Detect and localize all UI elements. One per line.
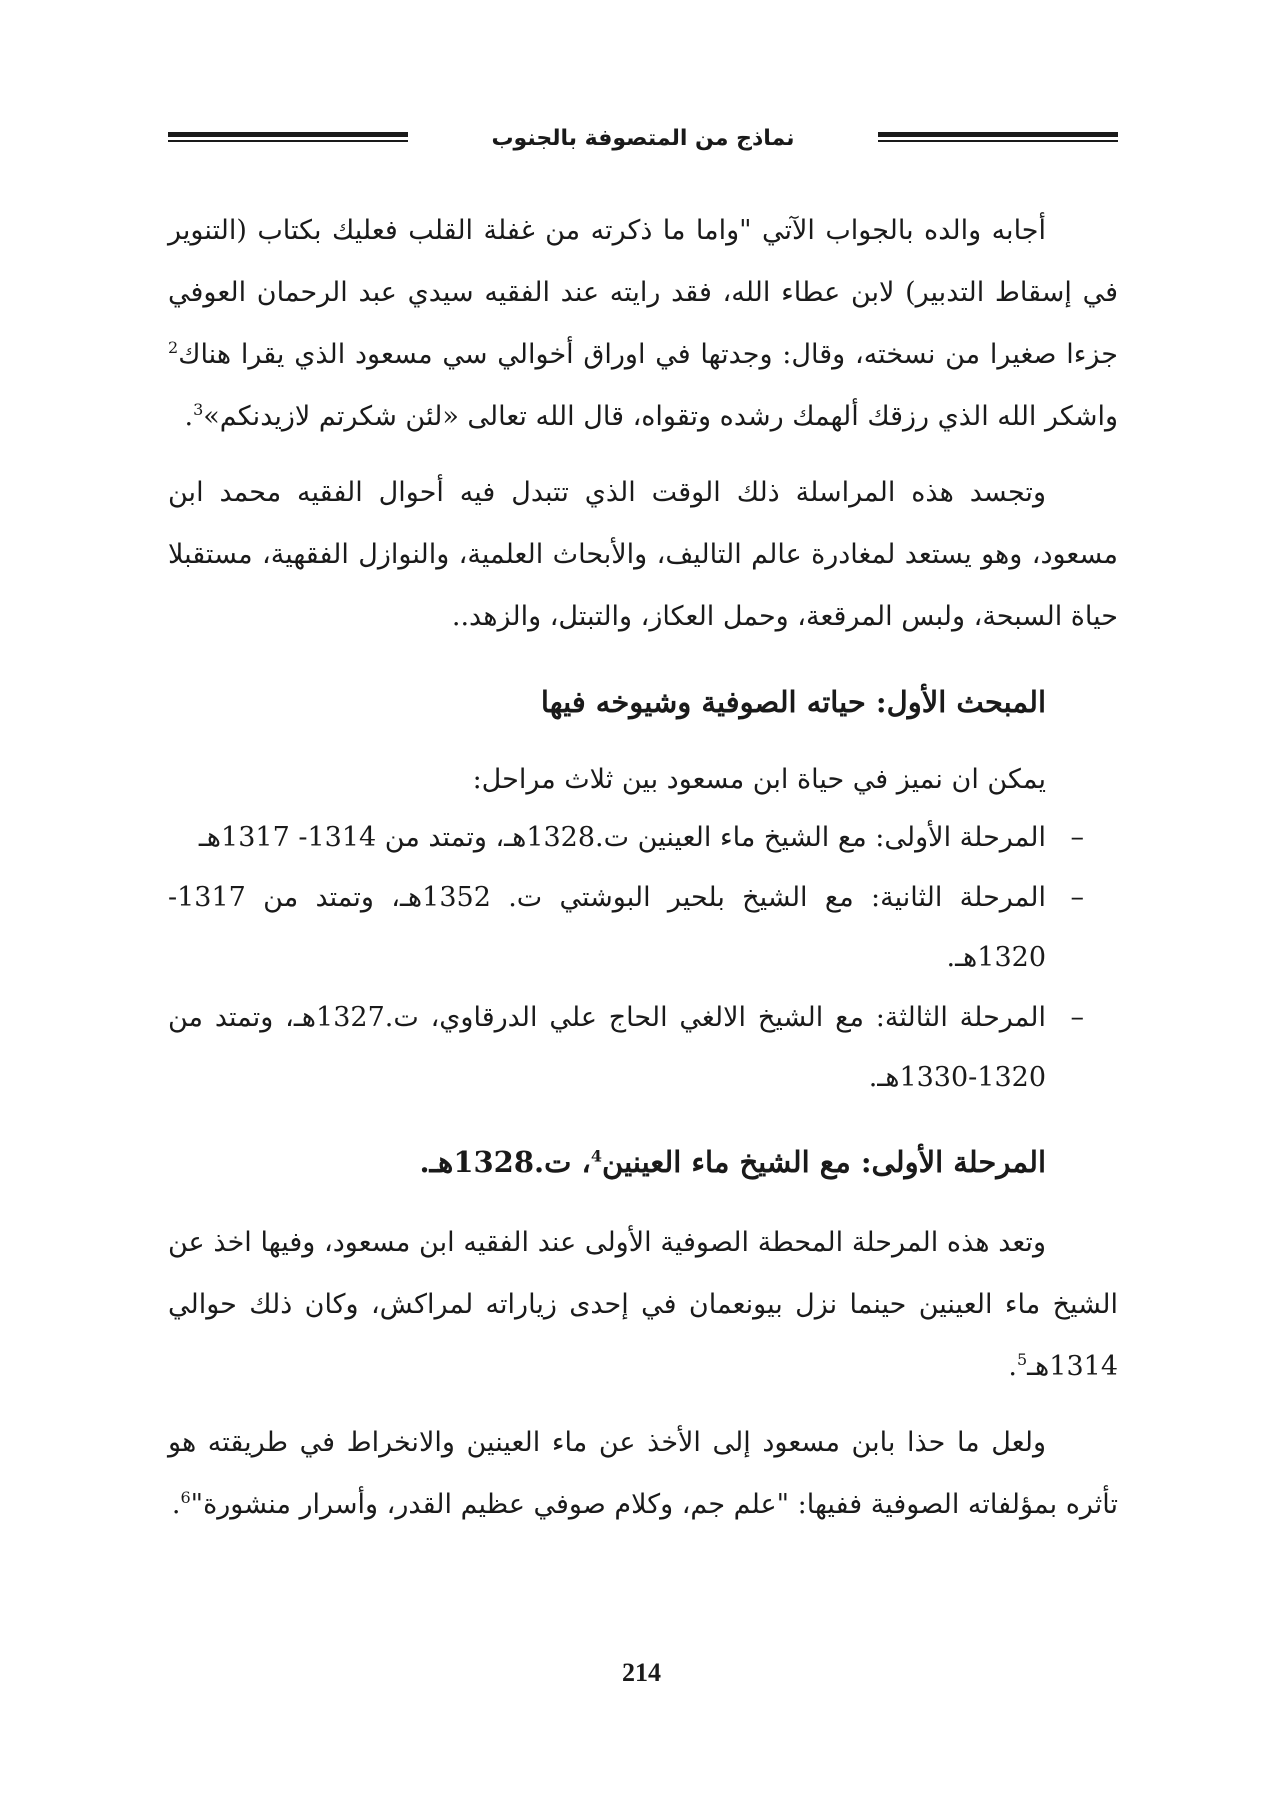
phases-intro: يمكن ان نميز في حياة ابن مسعود بين ثلاث مراحل: bbox=[472, 764, 1046, 795]
phase-text: المرحلة الثانية: مع الشيخ بلحير البوشتي ت. 1352هـ، وتمتد من 1317-1320هـ. bbox=[168, 882, 1046, 973]
footnote-ref-5: 5 bbox=[1016, 1350, 1028, 1369]
header-rule-left bbox=[168, 131, 408, 145]
paragraph-text: وتعد هذه المرحلة المحطة الصوفية الأولى عند الفقيه ابن مسعود، وفيها اخذ عن الشيخ ماء العينين حينما نزل بيونعمان في إحدى زياراته لمراكش، وكان ذلك حوالي 1314هـ bbox=[168, 1227, 1118, 1382]
section-heading-phase-one bbox=[168, 1134, 1118, 1190]
list-item bbox=[168, 868, 1118, 988]
paragraph-tail: . bbox=[1008, 1351, 1017, 1382]
header-rule-right bbox=[878, 131, 1118, 145]
paragraph-text: ولعل ما حذا بابن مسعود إلى الأخذ عن ماء العينين والانخراط في طريقته هو تأثره بمؤلفاته الصوفية ففيها: "علم جم، وكلام صوفي عظيم القدر، وأسرار منشورة" bbox=[168, 1427, 1118, 1520]
list-item bbox=[168, 988, 1118, 1108]
paragraph-influence bbox=[168, 1412, 1118, 1536]
page-body bbox=[168, 200, 1118, 1550]
paragraph-text: أجابه والده بالجواب الآتي "واما ما ذكرته من غفلة القلب فعليك بكتاب (التنوير في إسقاط التدبير) لابن عطاء الله، فقد رايته عند الفقيه سيدي عبد الرحمان العوفي جزءا صغيرا من نسخته، وقال: وجدتها في اوراق أخوالي سي مسعود الذي يقرا هناك bbox=[168, 215, 1118, 370]
phases-list bbox=[168, 808, 1118, 1108]
paragraph-correspondence: وتجسد هذه المراسلة ذلك الوقت الذي تتبدل فيه أحوال الفقيه محمد ابن مسعود، وهو يستعد لمغادرة عالم التاليف، والأبحاث العلمية، والنوازل الفقهية، مستقبلا حياة السبحة، ولبس المرقعة، وحمل العكاز، والتبتل، والزهد.. bbox=[168, 477, 1118, 632]
footnote-ref-2: 2 bbox=[168, 338, 179, 357]
paragraph-letter-reply bbox=[168, 200, 1118, 448]
phase-text: المرحلة الثالثة: مع الشيخ الالغي الحاج علي الدرقاوي، ت.1327هـ، وتمتد من 1320-1330هـ. bbox=[168, 1002, 1046, 1093]
running-header bbox=[168, 118, 1118, 158]
list-dash: – bbox=[1070, 822, 1084, 853]
paragraph-phase-one bbox=[168, 1212, 1118, 1398]
footnote-ref-6: 6 bbox=[180, 1488, 191, 1507]
heading-text: المرحلة الأولى: مع الشيخ ماء العينين bbox=[602, 1145, 1046, 1179]
section-heading-sufi-life: المبحث الأول: حياته الصوفية وشيوخه فيها bbox=[540, 685, 1046, 719]
phase-text: المرحلة الأولى: مع الشيخ ماء العينين ت.1328هـ، وتمتد من 1314- 1317هـ bbox=[198, 822, 1046, 853]
list-item bbox=[168, 808, 1118, 868]
paragraph-tail: . bbox=[171, 1489, 181, 1520]
heading-text-cont: ، ت.1328هـ. bbox=[419, 1145, 591, 1179]
list-dash: – bbox=[1070, 882, 1084, 913]
paragraph-tail: . bbox=[184, 401, 194, 432]
running-header-title: نماذج من المتصوفة بالجنوب bbox=[491, 125, 795, 151]
page-number: 214 bbox=[622, 1658, 661, 1687]
list-dash: – bbox=[1070, 1002, 1084, 1033]
footnote-ref-4: 4 bbox=[590, 1146, 603, 1166]
footnote-ref-3: 3 bbox=[193, 400, 204, 419]
paragraph-text-cont: واشكر الله الذي رزقك ألهمك رشده وتقواه، قال الله تعالى «لئن شكرتم لازيدنكم» bbox=[203, 401, 1118, 432]
